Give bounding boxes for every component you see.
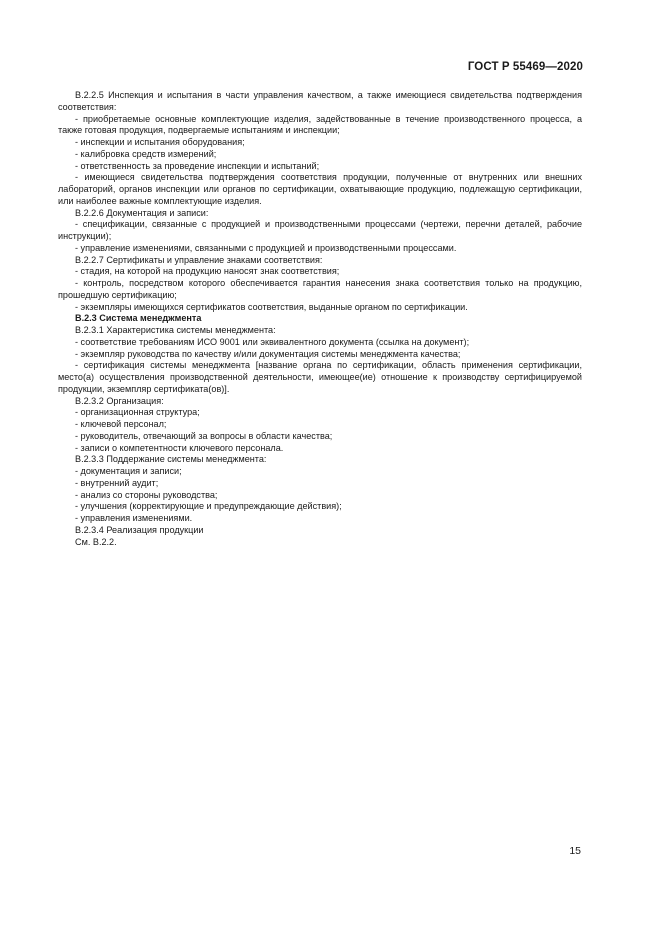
list-item: - калибровка средств измерений; [75,148,217,159]
subsection-heading: В.2.3.4 Реализация продукции [75,524,204,535]
list-item: - ключевой персонал; [75,419,167,429]
list-item: - руководитель, отвечающий за вопросы в области качества; [75,430,333,441]
section-heading: В.2.3 Система менеджмента [75,313,202,324]
list-item: - инспекции и испытания оборудования; [75,137,245,147]
document-standard-header: ГОСТ Р 55469—2020 [467,61,583,73]
list-item: - контроль, посредством которого обеспечивается гарантия нанесения знака соответствия только на продукцию, прошедшую сертификацию; [58,278,582,300]
list-item: - записи о компетентности ключевого персонала. [75,442,284,453]
cross-reference: См. В.2.2. [75,536,117,547]
list-item: - улучшения (корректирующие и предупреждающие действия); [75,501,342,512]
subsection-heading: В.2.3.1 Характеристика системы менеджмента: [75,325,276,335]
subsection-heading: В.2.3.3 Поддержание системы менеджмента: [75,454,267,465]
paragraph: В.2.2.5 Инспекция и испытания в части управления качеством, а также имеющиеся свидетельства подтверждения соответствия: [58,90,582,112]
document-body [58,90,582,548]
list-item: - организационная структура; [75,407,200,418]
list-item: - экземпляр руководства по качеству и/или документация системы менеджмента качества; [75,348,461,359]
list-item: - стадия, на которой на продукцию наносят знак соответствия; [75,266,340,277]
list-item: - документация и записи; [75,466,182,476]
list-item: - внутренний аудит; [75,477,159,488]
page-number: 15 [569,845,581,857]
list-item: - анализ со стороны руководства; [75,489,218,500]
list-item: - управления изменениями. [75,513,193,523]
subsection-heading: В.2.3.2 Организация: [75,395,164,406]
list-item: - сертификация системы менеджмента [название органа по сертификации, область применения сертификации, место(а) осуществления производственной деятельности, имеющее(ие) отношение к производству сертифицируемой продукции, экземпляр сертификата(ов)]. [58,360,582,394]
list-item: - приобретаемые основные комплектующие изделия, задействованные в течение производственного процесса, а также готовая продукция, подвергаемые испытаниям и инспекции; [58,113,582,136]
list-item: - соответствие требованиям ИСО 9001 или эквивалентного документа (ссылка на документ); [75,336,470,347]
list-item: - управление изменениями, связанными с продукцией и производственными процессами. [75,242,457,253]
list-item: - имеющиеся свидетельства подтверждения соответствия продукции, полученные от внутренних или внешних лабораторий, органов инспекции или органов по сертификации, охватывающие продукцию, подлежащую сертификации, или наиболее важные комплектующие изделия. [58,172,582,206]
subsection-heading: В.2.2.7 Сертификаты и управление знаками соответствия: [75,254,323,265]
list-item: - ответственность за проведение инспекции и испытаний; [75,160,320,171]
list-item: - спецификации, связанные с продукцией и производственными процессами (чертежи, перечни деталей, рабочие инструкции); [58,219,582,241]
list-item: - экземпляры имеющихся сертификатов соответствия, выданные органом по сертификации. [75,301,468,312]
subsection-heading: В.2.2.6 Документация и записи: [75,207,209,218]
